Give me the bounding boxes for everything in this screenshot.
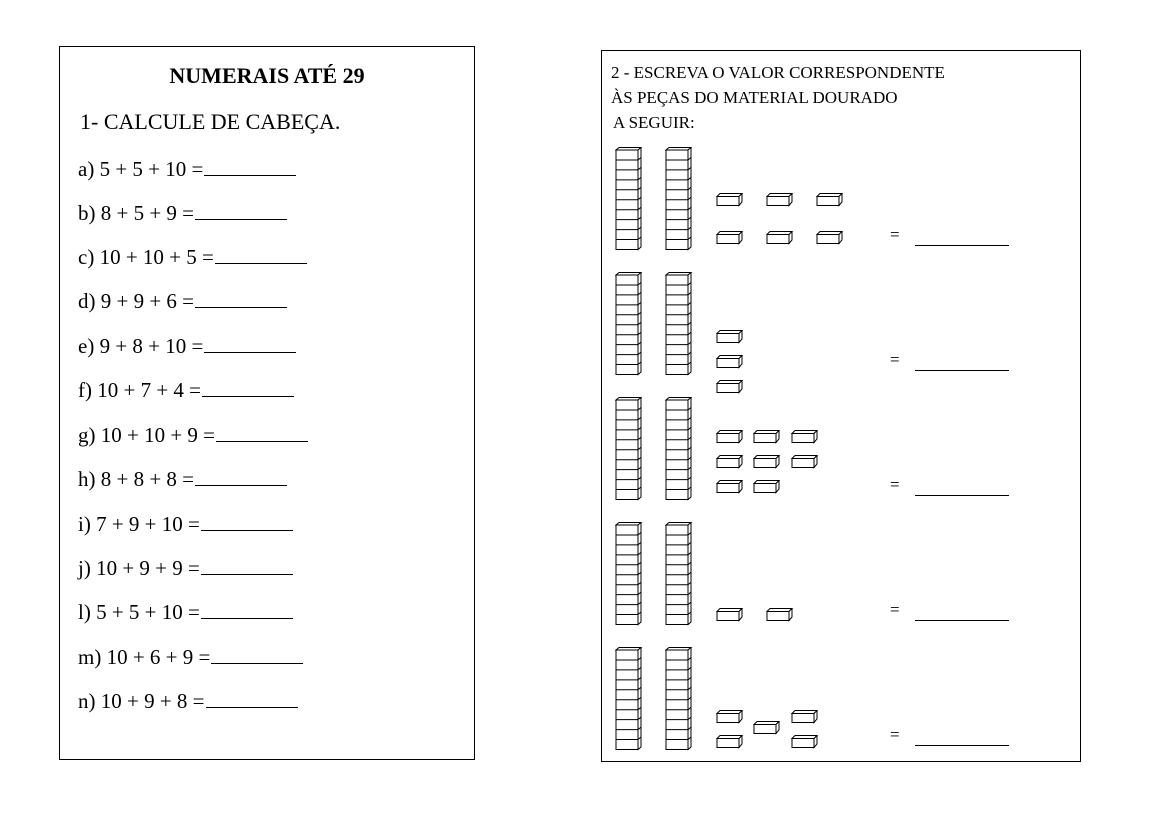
answer-line[interactable]	[915, 620, 1009, 621]
equals-sign: =	[890, 225, 900, 244]
equals-sign: =	[890, 475, 900, 494]
answer-blank[interactable]	[195, 289, 287, 308]
calc-item: i) 7 + 9 + 10 =	[78, 512, 293, 537]
calc-item: c) 10 + 10 + 5 =	[78, 245, 307, 270]
equals-sign: =	[890, 725, 900, 744]
unit-cube-icon	[791, 710, 821, 726]
unit-cube-icon	[791, 430, 821, 446]
unit-cube-icon	[753, 430, 783, 446]
answer-blank[interactable]	[204, 157, 296, 176]
unit-cube-icon	[716, 193, 746, 209]
unit-cube-icon	[716, 608, 746, 624]
answer-blank[interactable]	[216, 423, 308, 442]
calc-item: d) 9 + 9 + 6 =	[78, 289, 287, 314]
ten-rod-icon	[665, 147, 695, 251]
blocks-row	[602, 272, 1080, 382]
blocks-row	[602, 647, 1080, 757]
answer-blank[interactable]	[201, 556, 293, 575]
unit-cube-icon	[766, 193, 796, 209]
page-title: NUMERAIS ATÉ 29	[169, 63, 365, 88]
answer-blank[interactable]	[204, 334, 296, 353]
calc-item: h) 8 + 8 + 8 =	[78, 467, 287, 492]
unit-cube-icon	[716, 710, 746, 726]
unit-cube-icon	[716, 430, 746, 446]
exercise-2-heading-line: ÀS PEÇAS DO MATERIAL DOURADO	[611, 88, 898, 107]
unit-cube-icon	[791, 455, 821, 471]
unit-cube-icon	[753, 455, 783, 471]
ten-rod-icon	[615, 147, 645, 251]
exercise-2-heading-line: A SEGUIR:	[613, 113, 695, 132]
equals-sign: =	[890, 350, 900, 369]
ten-rod-icon	[615, 522, 645, 626]
unit-cube-icon	[791, 735, 821, 751]
equals-sign: =	[890, 600, 900, 619]
ten-rod-icon	[665, 397, 695, 501]
answer-line[interactable]	[915, 495, 1009, 496]
blocks-row	[602, 147, 1080, 257]
unit-cube-icon	[716, 480, 746, 496]
calc-item: b) 8 + 5 + 9 =	[78, 201, 287, 226]
unit-cube-icon	[716, 735, 746, 751]
calc-item: e) 9 + 8 + 10 =	[78, 334, 296, 359]
blocks-row	[602, 397, 1080, 507]
unit-cube-icon	[816, 231, 846, 247]
answer-blank[interactable]	[202, 378, 294, 397]
ten-rod-icon	[665, 272, 695, 376]
blocks-row	[602, 522, 1080, 632]
answer-blank[interactable]	[211, 645, 303, 664]
ten-rod-icon	[615, 647, 645, 751]
answer-blank[interactable]	[201, 600, 293, 619]
unit-cube-icon	[766, 231, 796, 247]
ten-rod-icon	[615, 397, 645, 501]
ten-rod-icon	[665, 647, 695, 751]
answer-blank[interactable]	[206, 689, 298, 708]
unit-cube-icon	[716, 455, 746, 471]
ten-rod-icon	[665, 522, 695, 626]
unit-cube-icon	[716, 330, 746, 346]
unit-cube-icon	[716, 355, 746, 371]
answer-line[interactable]	[915, 745, 1009, 746]
calc-item: f) 10 + 7 + 4 =	[78, 378, 294, 403]
exercise-2-heading-line: 2 - ESCREVA O VALOR CORRESPONDENTE	[611, 63, 945, 82]
calc-item: n) 10 + 9 + 8 =	[78, 689, 298, 714]
exercise-1-heading: 1- CALCULE DE CABEÇA.	[80, 109, 341, 134]
answer-blank[interactable]	[195, 467, 287, 486]
unit-cube-icon	[716, 231, 746, 247]
calc-item: m) 10 + 6 + 9 =	[78, 645, 303, 670]
unit-cube-icon	[816, 193, 846, 209]
unit-cube-icon	[716, 380, 746, 396]
answer-line[interactable]	[915, 370, 1009, 371]
calc-item: l) 5 + 5 + 10 =	[78, 600, 293, 625]
answer-blank[interactable]	[201, 512, 293, 531]
unit-cube-icon	[766, 608, 796, 624]
answer-line[interactable]	[915, 245, 1009, 246]
base-ten-panel	[601, 50, 1081, 762]
calc-item: g) 10 + 10 + 9 =	[78, 423, 308, 448]
calculation-panel	[59, 46, 475, 760]
unit-cube-icon	[753, 721, 783, 737]
calc-item: a) 5 + 5 + 10 =	[78, 157, 296, 182]
answer-blank[interactable]	[195, 201, 287, 220]
ten-rod-icon	[615, 272, 645, 376]
unit-cube-icon	[753, 480, 783, 496]
answer-blank[interactable]	[215, 245, 307, 264]
calc-item: j) 10 + 9 + 9 =	[78, 556, 293, 581]
